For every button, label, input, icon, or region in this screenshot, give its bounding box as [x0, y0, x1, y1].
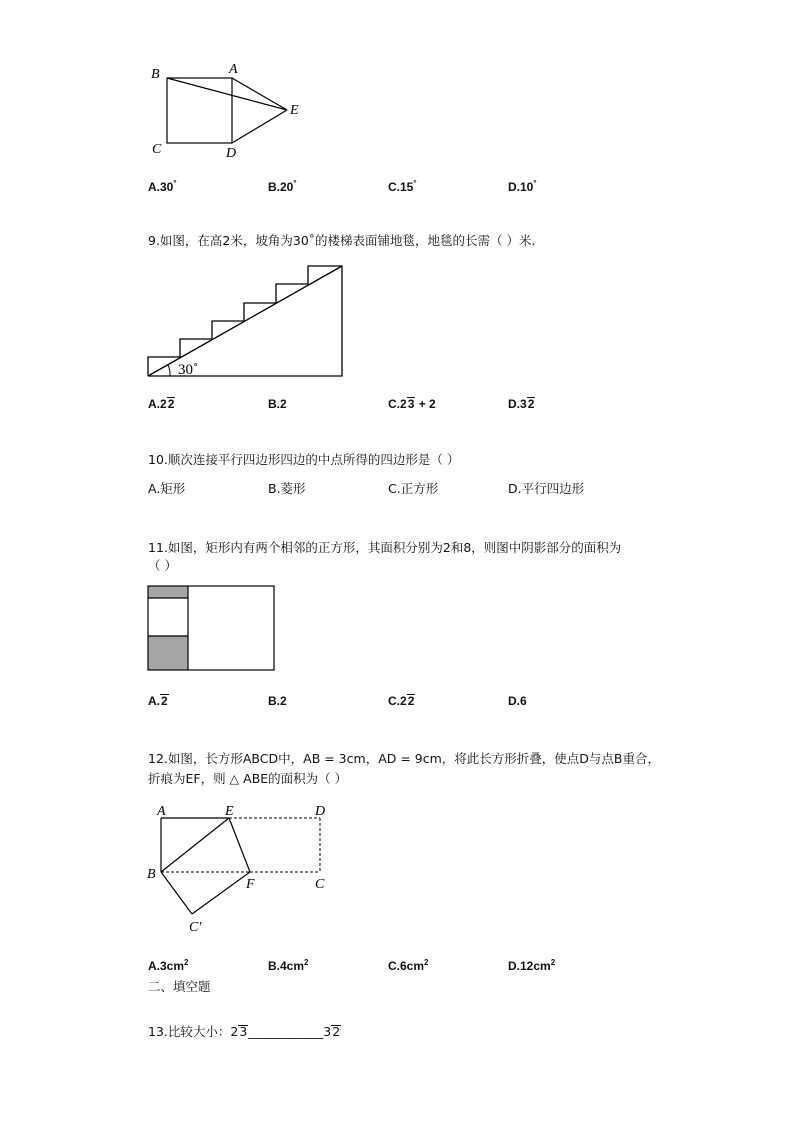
q12-edge-c2f — [192, 872, 250, 914]
q11-option-b: B.2 — [268, 694, 287, 708]
q9-option-c — [388, 396, 436, 412]
q12-question-line1: 12.如图，长方形ABCD中，AB = 3cm，AD = 9cm，将此长方形折叠，使点D与点B重合， — [148, 751, 660, 766]
q12-label-e: E — [225, 804, 234, 819]
q8-line-de — [232, 110, 287, 143]
q8-option-c-text: C.15 — [388, 180, 414, 194]
q9-slope-line — [148, 266, 342, 376]
q9-option-a-text: A.2 — [148, 397, 167, 411]
q9-option-b: B.2 — [268, 397, 287, 411]
q11-rectangle-figure — [147, 585, 277, 673]
q8-option-c — [388, 176, 417, 195]
q12-question-line2: 折痕为EF，则 △ ABE的面积为（ ） — [148, 771, 348, 786]
q12-edge-be — [161, 818, 229, 872]
q12-crease-ef — [229, 818, 250, 872]
q9-option-d-radicand: 2 — [527, 397, 535, 411]
q8-square — [167, 78, 232, 143]
q8-option-b-text: B.20 — [268, 180, 294, 194]
q10-option-a: A.矩形 — [148, 481, 186, 496]
q9-question: 9.如图，在高2米，坡角为30˚的楼梯表面铺地毯，地毯的长需（ ）米． — [148, 233, 545, 248]
q13-mid: 3 — [323, 1024, 332, 1039]
q10-option-b: B.菱形 — [268, 481, 306, 496]
q11-option-c-radicand: 2 — [407, 694, 415, 708]
q11-shaded-bottom — [148, 636, 188, 670]
q13-radicand-1: 3 — [239, 1024, 248, 1039]
q13-radicand-2: 2 — [332, 1024, 341, 1039]
q9-option-a — [148, 396, 175, 412]
q8-option-a-text: A.30 — [148, 180, 174, 194]
q8-label-d: D — [226, 146, 237, 161]
q8-option-d-text: D.10 — [508, 180, 534, 194]
q11-shaded-top — [148, 586, 188, 598]
q11-option-c-sqrt — [407, 694, 416, 707]
q10-option-c: C.正方形 — [388, 481, 439, 496]
q8-figure — [140, 55, 320, 165]
q12-label-c-prime: C′ — [189, 920, 202, 935]
q8-label-b: B — [151, 67, 160, 82]
q9-angle-label: 30˚ — [178, 362, 198, 378]
q9-option-a-sqrt — [167, 397, 176, 410]
q9-angle-arc — [168, 365, 170, 376]
q9-option-c-text: C.2 — [388, 397, 407, 411]
q9-option-d-text: D.3 — [508, 397, 527, 411]
q8-option-b-deg: ° — [293, 179, 297, 188]
q12-label-c: C — [315, 877, 325, 892]
q8-label-a: A — [229, 62, 238, 77]
q12-option-a-text: A.3cm — [148, 959, 185, 973]
section-title-fill-in: 二、填空题 — [148, 979, 211, 994]
q12-option-c-text: C.6cm — [388, 959, 425, 973]
q8-option-d — [508, 176, 537, 195]
q8-option-a — [148, 176, 177, 195]
q8-option-a-deg: ° — [173, 179, 177, 188]
q12-label-a: A — [157, 804, 166, 819]
q11-option-c-text: C.2 — [388, 694, 407, 708]
q8-label-c: C — [152, 142, 162, 157]
q8-option-b — [268, 176, 297, 195]
q12-option-c-sup: 2 — [424, 958, 429, 967]
q8-line-ae — [232, 78, 287, 110]
q9-option-d — [508, 396, 535, 412]
q13-sqrt-1 — [238, 1025, 248, 1038]
q9-option-c-radicand: 3 — [407, 397, 415, 411]
q10-question: 10.顺次连接平行四边形四边的中点所得的四边形是（ ） — [148, 452, 460, 467]
q12-option-c — [388, 955, 428, 974]
q8-line-be — [167, 78, 287, 110]
q10-option-d: D.平行四边形 — [508, 481, 585, 496]
q12-fold-figure — [140, 800, 340, 935]
q9-option-a-radicand: 2 — [167, 397, 175, 411]
q13-prefix: 13.比较大小：2 — [148, 1024, 239, 1039]
q9-stairs-figure — [146, 262, 351, 382]
q12-option-a-sup: 2 — [184, 958, 189, 967]
q11-option-a-radicand: 2 — [161, 694, 168, 708]
q12-option-d — [508, 955, 555, 974]
q9-option-c-post: + 2 — [415, 397, 436, 411]
q12-option-a — [148, 955, 188, 974]
q11-option-a-text: A. — [148, 694, 160, 708]
q11-option-a-sqrt — [160, 694, 169, 707]
q13-question — [148, 1024, 341, 1040]
q11-option-c — [388, 693, 415, 709]
q12-label-f: F — [246, 877, 255, 892]
q8-label-e: E — [290, 103, 299, 118]
q11-option-d: D.6 — [508, 694, 527, 708]
q11-question-line2: （ ） — [148, 558, 177, 573]
q12-option-b-text: B.4cm — [268, 959, 305, 973]
q12-option-b — [268, 955, 308, 974]
q9-option-d-sqrt — [527, 397, 536, 410]
q13-sqrt-2 — [331, 1025, 341, 1038]
q12-option-d-text: D.12cm — [508, 959, 551, 973]
q12-label-d: D — [315, 804, 326, 819]
q12-label-b: B — [147, 867, 156, 882]
q11-question-line1: 11.如图，矩形内有两个相邻的正方形，其面积分别为2和8，则图中阴影部分的面积为 — [148, 540, 622, 555]
q8-option-d-deg: ° — [533, 179, 537, 188]
q8-option-c-deg: ° — [413, 179, 417, 188]
q13-answer-blank[interactable]: ____________ — [248, 1024, 324, 1039]
q11-option-a — [148, 693, 169, 709]
q12-option-b-sup: 2 — [304, 958, 309, 967]
q12-edge-bc2 — [161, 872, 192, 914]
q12-option-d-sup: 2 — [550, 958, 556, 967]
